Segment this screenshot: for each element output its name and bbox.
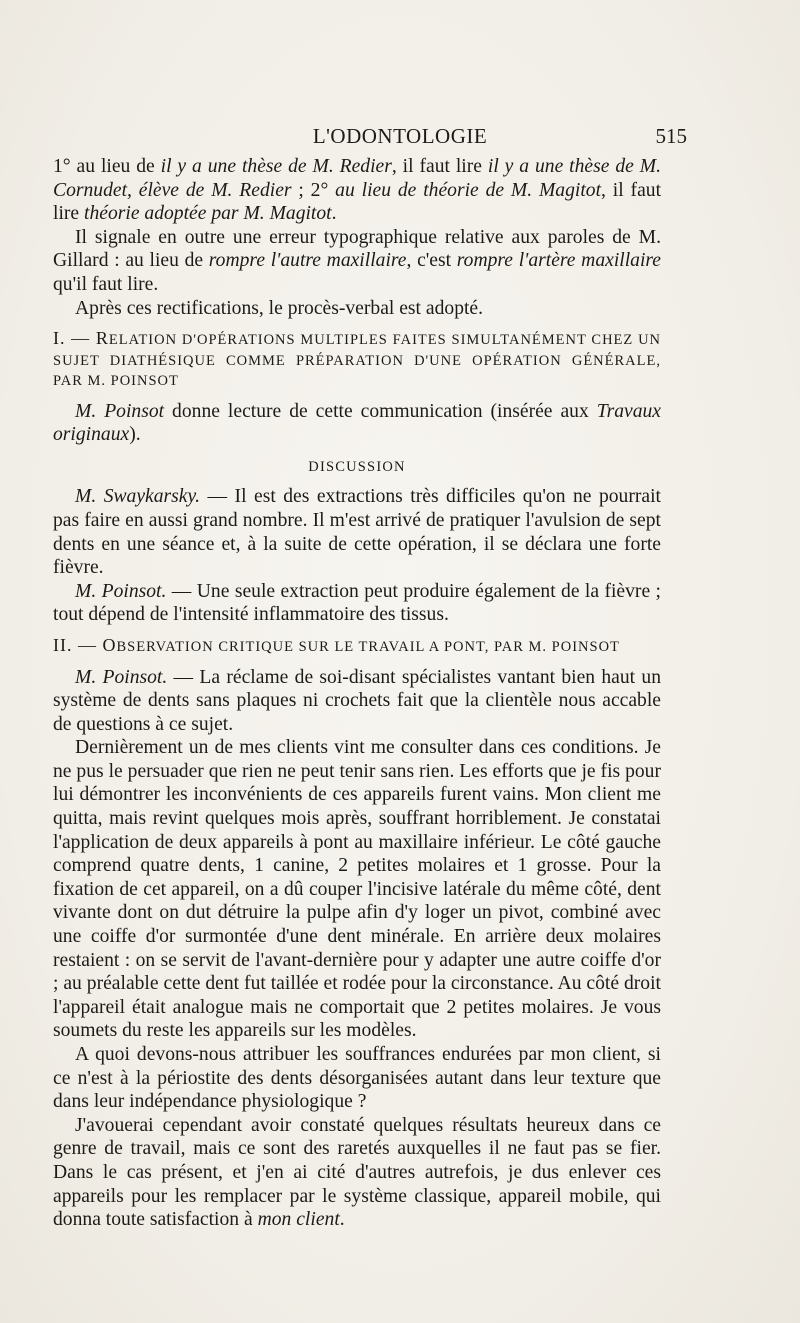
italic-run: mon client [257,1209,340,1231]
paragraph-poinsot-bridge [53,666,661,737]
italic-run: rompre l'autre maxillaire [208,250,407,272]
spacer [53,658,661,666]
paragraph-conclusion [53,1114,661,1232]
page-number: 515 [655,124,687,148]
text-run: qu'il faut lire. [53,273,159,295]
speaker-name: M. Poinsot [75,400,165,422]
text-run: . [339,1209,345,1231]
text-run: ). [129,424,141,446]
running-title: L'ODONTOLOGIE [312,124,488,148]
text-run: J'avouerai cependant avoir constaté quelques résultats heureux dans ce genre de travail, mais ce sont des raretés auxquelles il ne faut pas se fier. Dans le cas présent, et j'en ai cité d'autres autrefois, je dus enlever ces appareils pour les remplacer par le système classique, appareil mobile, qui donna toute satisfaction à [53,1114,661,1231]
italic-run: Travaux originaux [53,400,661,446]
spacer [53,392,661,400]
text-run: — Une seule extraction peut produire également de la fièvre ; tout dépend de l'intensité inflammatoire des tissus. [53,580,661,626]
paragraph-question: A quoi devons-nous attribuer les souffrances endurées par mon client, si ce n'est à la périostite des dents désorganisées autant dans leur texture que dans leur indépendance physiologique ? [53,1044,661,1113]
speaker-name: M. Poinsot. [75,666,168,688]
text-run: , il faut lire [53,179,662,225]
italic-run: rompre l'artère maxillaire [456,250,661,272]
speaker-name: M. Swaykarsky. [75,486,201,508]
speaker-name: M. Poinsot. [75,580,167,602]
text-run: ; 2° [291,179,336,201]
text-run: donne lecture de cette communication (insérée aux [164,400,597,422]
section-numeral: II. — O [53,635,117,655]
text-run: . [331,203,337,225]
text-run: , c'est [406,250,457,272]
paragraph-poinsot-lecture [53,400,661,447]
text-run: — Il est des extractions très difficiles qu'on ne pourrait pas faire en aussi grand nombre. Il m'est arrivé de pratiquer l'avulsion de sept dents en une séance et, à la suite de cette opération, il se déclara une forte fièvre. [53,486,661,579]
body-text [53,155,661,1232]
paragraph-typo [53,226,661,297]
discussion-heading: DISCUSSION [308,458,406,475]
page-header [0,118,800,148]
text-run: 1° au lieu de [53,156,161,177]
section-numeral: I. — R [53,328,109,349]
text-run: Il signale en outre une erreur typographique relative aux paroles de M. Gillard : au lieu de [53,226,661,272]
section-title: ELATION D'OPÉRATIONS MULTIPLES FAITES SIMULTANÉMENT CHEZ UN SUJET DIATHÉSIQUE COMME PRÉPARATION D'UNE OPÉRATION GÉNÉRALE, PAR M. POINSOT [53,332,662,390]
text-run: , il faut lire [391,156,488,177]
italic-run: il y a une thèse de M. Cornudet, élève de M. Redier [53,156,661,201]
paragraph-poinsot-reply [53,580,661,627]
paragraph-swaykarsky [53,485,661,579]
paragraph-case: Dernièrement un de mes clients vint me consulter dans ces conditions. Je ne pus le persuader que rien ne peut tenir sans rien. Les efforts que je fis pour lui démontrer les inconvénients de ces appareils furent vains. Mon client me quitta, mais revint quelques mois après, souffrant horriblement. Je constatai l'application de deux appareils à pont au maxillaire inférieur. Le côté gauche comprend quatre dents, 1 canine, 2 petites molaires et 1 grosse. Pour la fixation de cet appareil, on a dû couper l'incisive latérale du même côté, dent vivante dont on dut détruire la pulpe afin d'y loger un pivot, combiné avec une coiffe d'or surmontée d'une dent minérale. En arrière deux molaires restaient : on se servit de l'avant-dernière pour y adapter une autre coiffe d'or ; au préalable cette dent fut taillée et rodée pour la circonstance. Au côté droit l'appareil était analogue mais ne comportait que 2 petites molaires. Je vous soumets du reste les appareils sur les modèles. [53,737,661,1042]
italic-run: théorie adoptée par M. Magitot [84,203,332,225]
italic-run: au lieu de théorie de M. Magitot [335,179,602,201]
section-title: BSERVATION CRITIQUE SUR LE TRAVAIL A PONT, PAR M. POINSOT [116,639,620,655]
section-heading-1 [53,328,661,392]
paragraph-adopted: Après ces rectifications, le procès-verbal est adopté. [75,297,484,319]
paragraph-corrections [53,155,661,226]
section-heading-2 [53,635,661,658]
italic-run: il y a une thèse de M. Redier [160,156,392,177]
text-run: — La réclame de soi-disant spécialistes vantant bien haut un système de dents sans plaques ni crochets fait que la clientèle nous accable de questions à ce sujet. [53,666,661,735]
